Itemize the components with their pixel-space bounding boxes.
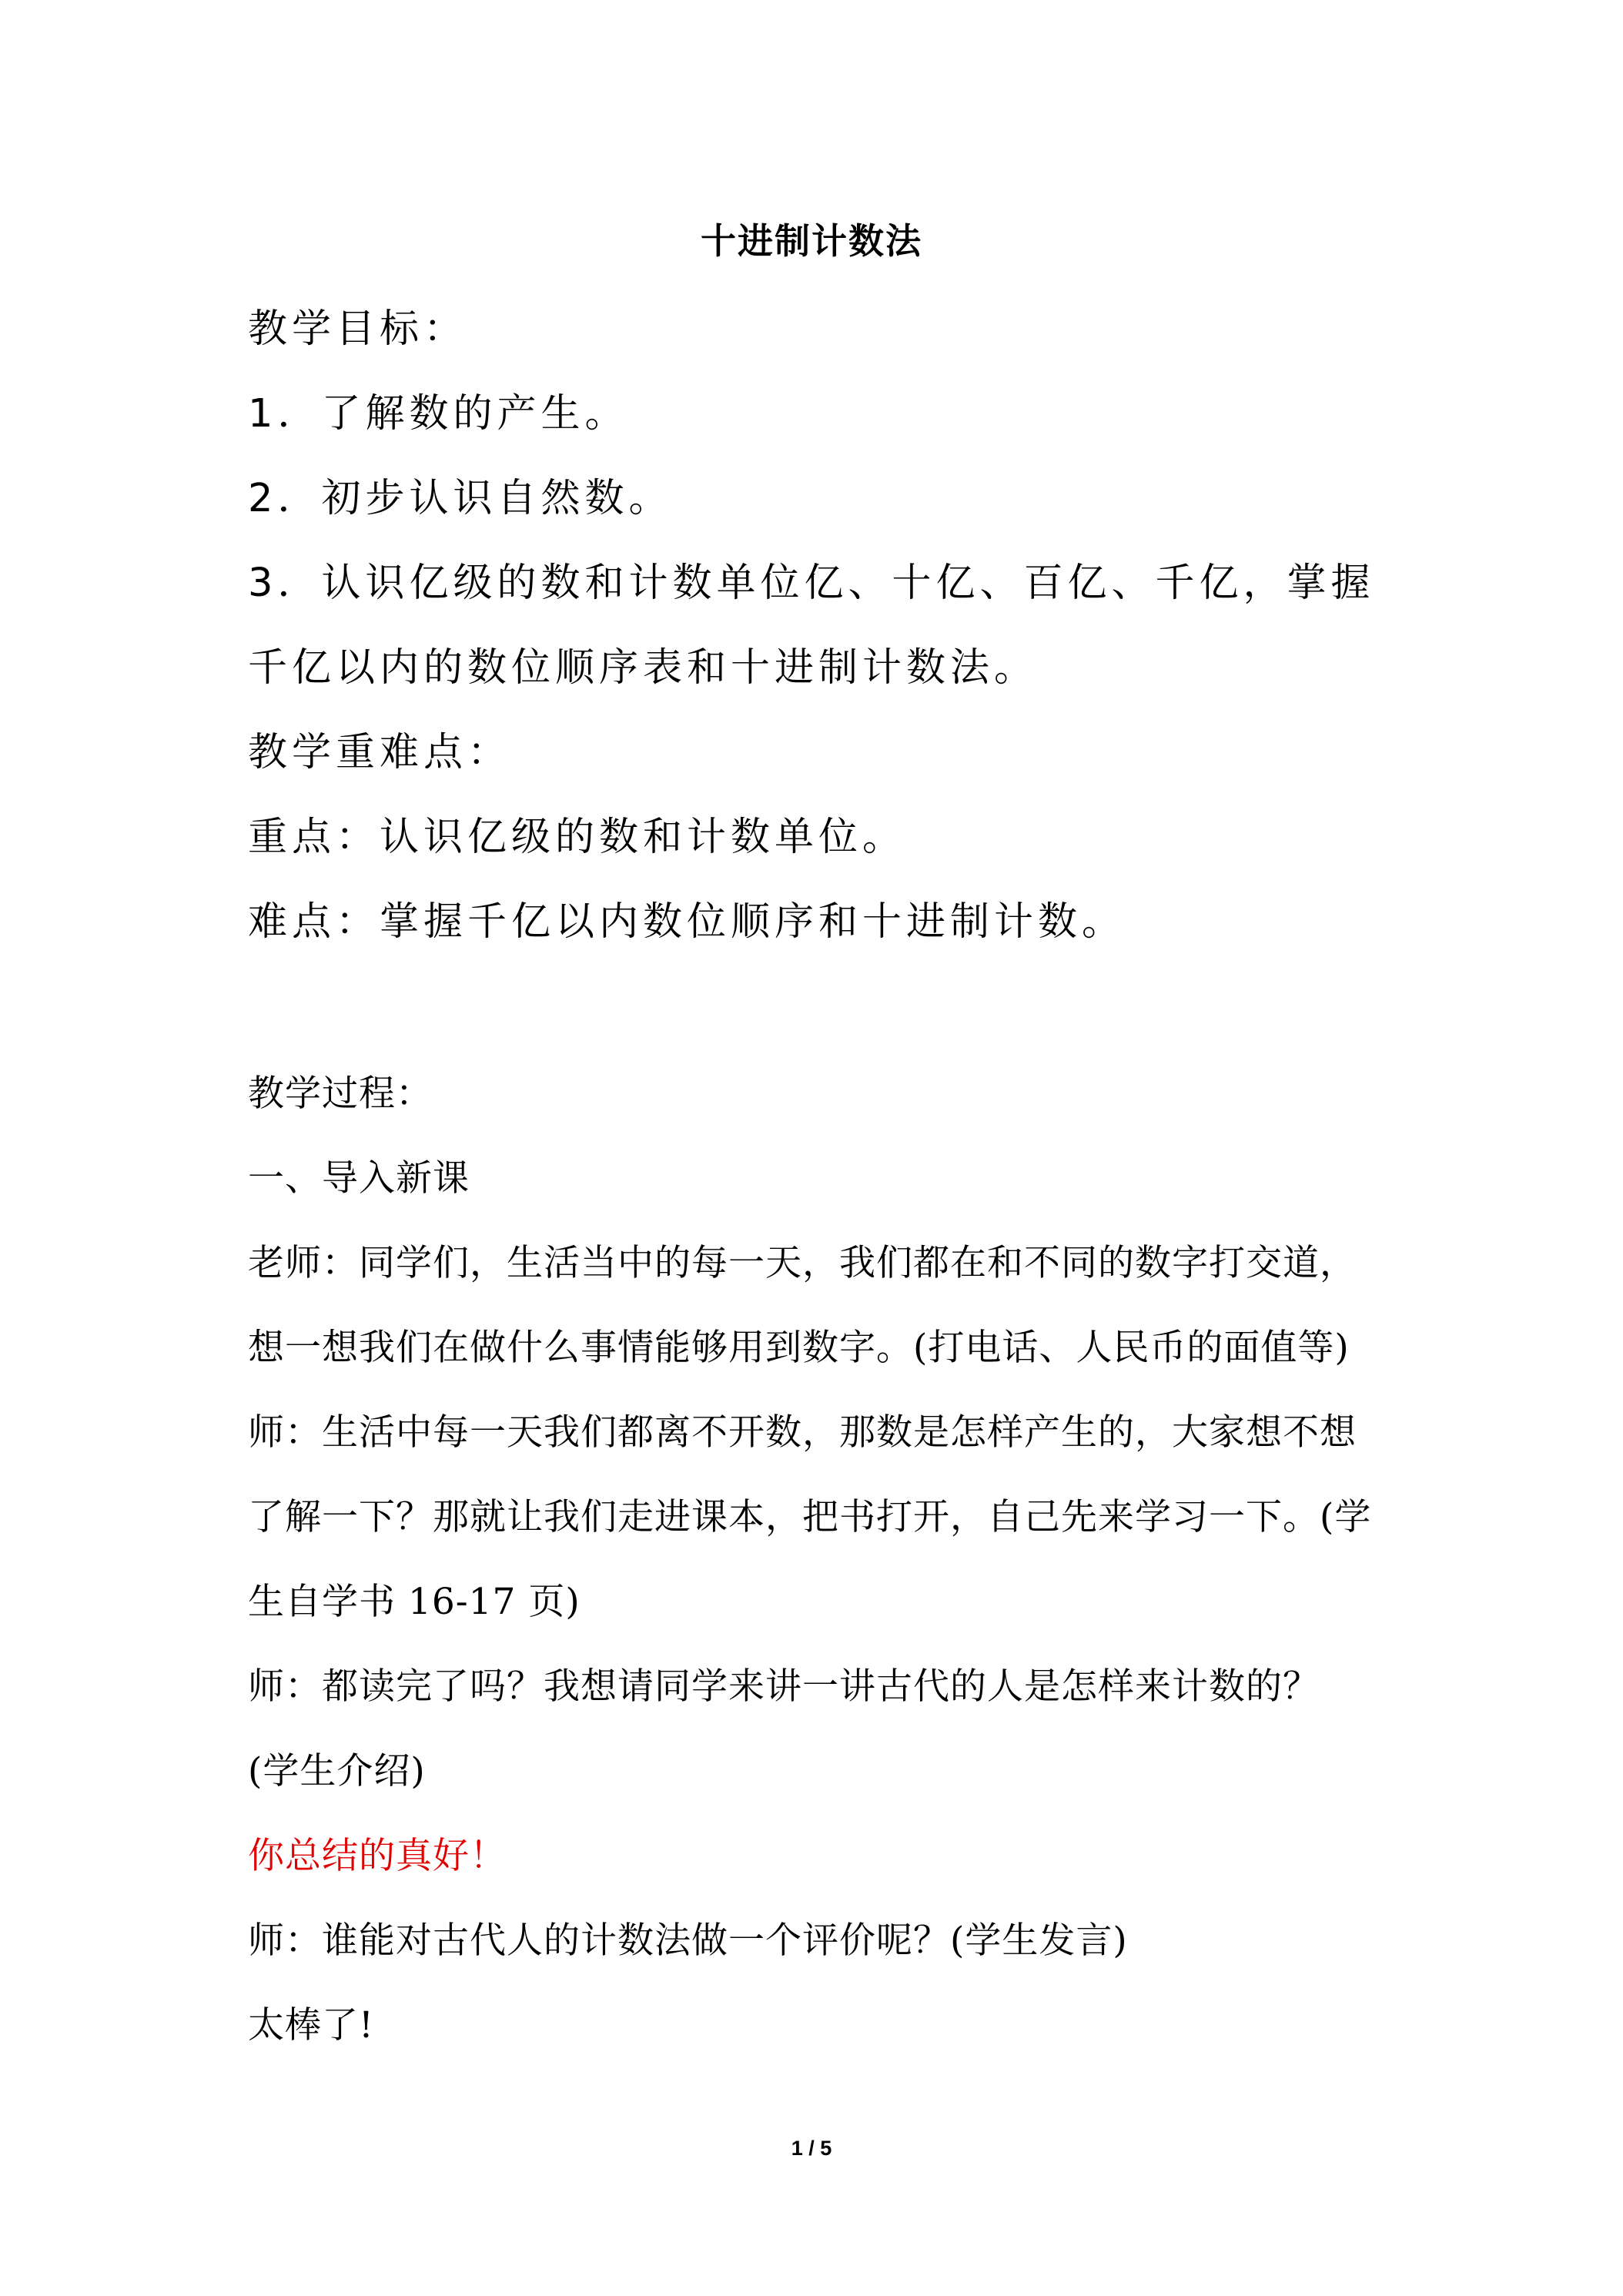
objectives-heading: 教学目标：	[248, 306, 468, 352]
section-heading: 一、导入新课	[248, 1157, 470, 1200]
objective-item-continued: 千亿以内的数位顺序表和十进制计数法。	[248, 645, 1039, 691]
paragraph-line: 师：谁能对古代人的计数法做一个评价呢？(学生发言)	[248, 1919, 1128, 1962]
paragraph-line: 想一想我们在做什么事情能够用到数字。(打电话、人民币的面值等)	[248, 1327, 1350, 1369]
objective-item: 3．认识亿级的数和计数单位亿、十亿、百亿、千亿，掌握	[248, 561, 1375, 606]
process-heading: 教学过程：	[248, 1073, 433, 1115]
objective-item: 2．初步认识自然数。	[248, 476, 673, 521]
paragraph-line: 师：都读完了吗？我想请同学来讲一讲古代的人是怎样来计数的？	[248, 1665, 1320, 1708]
paragraph-line: 太棒了!	[248, 2004, 374, 2047]
paragraph-line: (学生介绍)	[248, 1750, 426, 1792]
difficult-point: 难点：掌握千亿以内数位顺序和十进制计数。	[248, 899, 1126, 945]
paragraph-line: 老师：同学们，生活当中的每一天，我们都在和不同的数字打交道，	[248, 1242, 1357, 1284]
key-point: 重点：认识亿级的数和计数单位。	[248, 815, 907, 860]
page-number: 1 / 5	[791, 2137, 832, 2160]
paragraph-line: 了解一下？那就让我们走进课本，把书打开，自己先来学习一下。(学	[248, 1496, 1372, 1538]
keypoints-heading: 教学重难点：	[248, 730, 512, 775]
document-title: 十进制计数法	[701, 220, 922, 262]
teacher-praise-highlight: 你总结的真好！	[248, 1835, 507, 1877]
paragraph-line: 生自学书 16-17 页)	[248, 1581, 581, 1623]
objective-item: 1．了解数的产生。	[248, 391, 629, 437]
paragraph-line: 师：生活中每一天我们都离不开数，那数是怎样产生的，大家想不想	[248, 1411, 1357, 1454]
